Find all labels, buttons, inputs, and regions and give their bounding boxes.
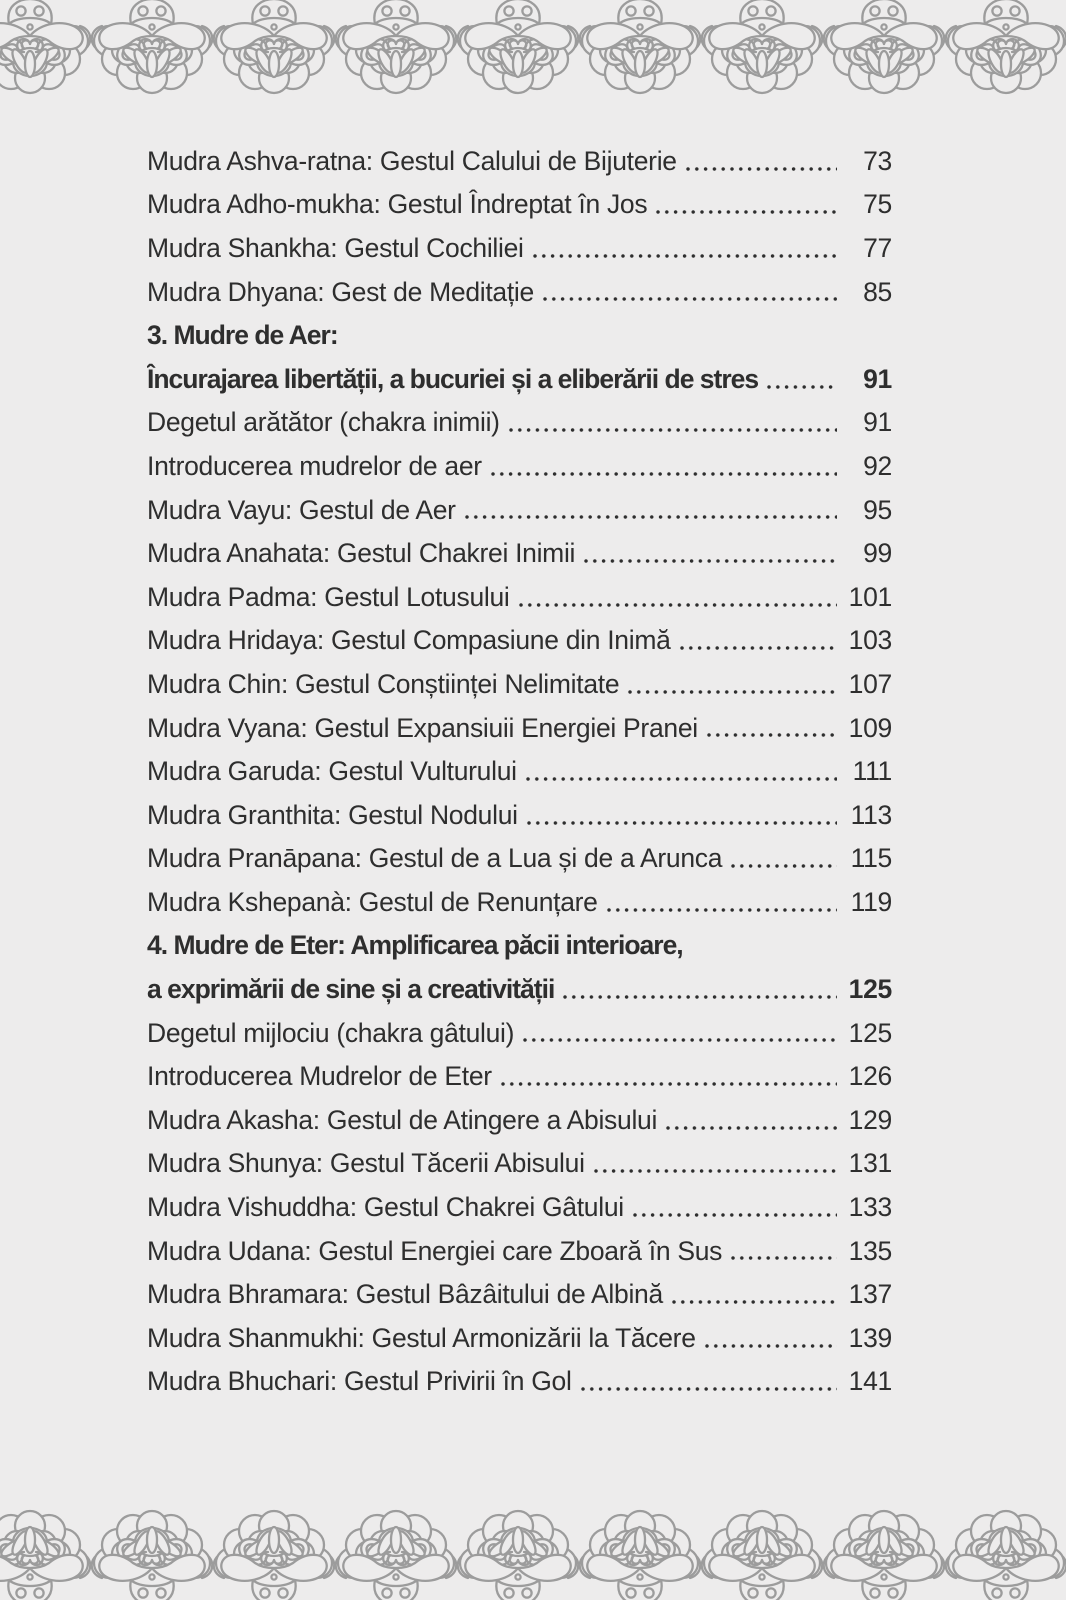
toc-row [147, 832, 892, 876]
toc-entry-label: Mudra Vyana: Gestul Expansiuii Energiei Pranei [147, 712, 698, 743]
dot-leader [626, 689, 837, 695]
dot-leader [684, 166, 837, 172]
toc-entry-label: Degetul mijlociu (chakra gâtului) [147, 1017, 515, 1048]
dot-leader [525, 820, 837, 826]
toc-page-number: 129 [848, 1104, 892, 1135]
toc-row [147, 265, 892, 309]
toc-entry-label: Mudra Ashva-ratna: Gestul Calului de Bijuterie [147, 145, 677, 176]
dot-leader [582, 558, 837, 564]
toc-entry-label: Mudra Padma: Gestul Lotusului [147, 581, 510, 612]
toc-entry-label: Mudra Granthita: Gestul Nodului [147, 799, 518, 830]
dot-leader [605, 907, 837, 913]
medallion-ornament [824, 0, 945, 93]
toc-row [147, 1006, 892, 1050]
dot-leader [579, 1386, 837, 1392]
medallion-ornament [214, 1511, 335, 1600]
toc-entry-label: Mudra Adho-mukha: Gestul Îndreptat în Jos [147, 189, 648, 220]
toc-row [147, 701, 892, 745]
toc-row [147, 1224, 892, 1268]
toc-page-number: 125 [848, 974, 892, 1005]
toc-row [147, 1093, 892, 1137]
toc-page-number: 92 [863, 450, 892, 481]
dot-leader [531, 253, 837, 259]
toc-page-number: 99 [863, 538, 892, 569]
medallion-ornament [0, 0, 90, 93]
toc-entry-label: Mudra Shunya: Gestul Tăcerii Abisului [147, 1148, 585, 1179]
toc-row [147, 1267, 892, 1311]
medallion-ornament [92, 0, 213, 93]
medallion-ornament [214, 0, 335, 93]
toc-row [147, 352, 892, 396]
medallion-ornament [0, 1511, 90, 1600]
dot-leader [561, 994, 837, 1000]
toc-page-number: 125 [848, 1017, 892, 1048]
toc-entry-label: Mudra Chin: Gestul Conștiinței Nelimitate [147, 668, 620, 699]
toc-page-number: 107 [848, 668, 892, 699]
dot-leader [705, 732, 837, 738]
toc-entry-label: Mudra Bhuchari: Gestul Privirii în Gol [147, 1366, 572, 1397]
toc-page-number: 133 [848, 1192, 892, 1223]
medallion-ornament [702, 0, 823, 93]
toc-row [147, 1049, 892, 1093]
toc-row [147, 526, 892, 570]
toc-row [147, 1355, 892, 1399]
toc-entry-label: Mudra Shanmukhi: Gestul Armonizării la Tăcere [147, 1322, 696, 1353]
ornamental-border-top [0, 0, 1066, 96]
toc-entry-label: Mudra Udana: Gestul Energiei care Zboară în Sus [147, 1235, 723, 1266]
dot-leader [592, 1168, 837, 1174]
toc-row [147, 221, 892, 265]
dot-leader [729, 863, 837, 869]
toc-page-number: 115 [850, 843, 892, 874]
dot-leader [521, 1037, 837, 1043]
toc-entry-label: Mudra Garuda: Gestul Vulturului [147, 756, 517, 787]
toc-entry-label: Introducerea Mudrelor de Eter [147, 1061, 492, 1092]
medallion-ornament [92, 1511, 213, 1600]
dot-leader [541, 296, 837, 302]
toc-page-number: 101 [848, 581, 892, 612]
toc-page-number: 91 [863, 407, 892, 438]
toc-entry-label: Mudra Hridaya: Gestul Compasiune din Inimă [147, 625, 671, 656]
toc-row [147, 614, 892, 658]
dot-leader [654, 209, 837, 215]
toc-row [147, 483, 892, 527]
toc-list [147, 134, 892, 1398]
toc-page-number: 141 [848, 1366, 892, 1397]
toc-page-number: 137 [848, 1279, 892, 1310]
toc-entry-label: Mudra Dhyana: Gest de Meditație [147, 276, 534, 307]
toc-entry-label: a exprimării de sine și a creativității [147, 974, 555, 1005]
toc-page-number: 103 [848, 625, 892, 656]
toc-page-number: 75 [863, 189, 892, 220]
toc-row [147, 439, 892, 483]
medallion-ornament [824, 1511, 945, 1600]
medallion-ornament [580, 1511, 701, 1600]
dot-leader [765, 384, 837, 390]
toc-page-number: 139 [848, 1322, 892, 1353]
dot-leader [670, 1299, 837, 1305]
toc-row [147, 134, 892, 178]
dot-leader [631, 1212, 837, 1218]
toc-entry-label: Mudra Pranāpana: Gestul de a Lua și de a Arunca [147, 843, 723, 874]
toc-entry-label: Mudra Anahata: Gestul Chakrei Inimii [147, 538, 576, 569]
dot-leader [678, 645, 837, 651]
toc-page-number: 77 [863, 232, 892, 263]
dot-leader [489, 471, 837, 477]
toc-entry-label: Mudra Kshepanà: Gestul de Renunțare [147, 886, 598, 917]
toc-page-number: 126 [848, 1061, 892, 1092]
dot-leader [524, 776, 837, 782]
toc-page-number: 109 [848, 712, 892, 743]
toc-entry-label: 4. Mudre de Eter: Amplificarea păcii interioare, [147, 930, 683, 961]
toc-entry-label: Încurajarea libertății, a bucuriei și a eliberării de stres [147, 363, 759, 394]
medallion-ornament [458, 1511, 579, 1600]
toc-page-number: 91 [863, 363, 892, 394]
ornamental-border-bottom [0, 1478, 1066, 1600]
toc-entry-label: Mudra Vayu: Gestul de Aer [147, 494, 456, 525]
dot-leader [703, 1343, 837, 1349]
toc-row [147, 1311, 892, 1355]
toc-row [147, 1137, 892, 1181]
toc-row [147, 657, 892, 701]
medallion-ornament [336, 1511, 457, 1600]
toc-page-number: 113 [850, 799, 892, 830]
toc-page-number: 131 [848, 1148, 892, 1179]
medallion-ornament [336, 0, 457, 93]
toc-row [147, 308, 892, 352]
dot-leader [499, 1081, 837, 1087]
toc-row [147, 396, 892, 440]
toc-entry-label: Introducerea mudrelor de aer [147, 450, 482, 481]
toc-page-number: 73 [863, 145, 892, 176]
toc-row [147, 744, 892, 788]
toc-page-number: 119 [850, 886, 892, 917]
toc-row [147, 788, 892, 832]
toc-row [147, 1180, 892, 1224]
toc-entry-label: Mudra Akasha: Gestul de Atingere a Abisului [147, 1104, 658, 1135]
dot-leader [729, 1255, 837, 1261]
medallion-ornament [458, 0, 579, 93]
toc-page-number: 135 [848, 1235, 892, 1266]
medallion-ornament [702, 1511, 823, 1600]
medallion-ornament [946, 0, 1066, 93]
toc-page-number: 85 [863, 276, 892, 307]
dot-leader [507, 427, 837, 433]
toc-page-number: 111 [852, 756, 892, 787]
toc-row [147, 570, 892, 614]
toc-page-number: 95 [863, 494, 892, 525]
medallion-ornament [946, 1511, 1066, 1600]
toc-entry-label: Mudra Shankha: Gestul Cochiliei [147, 232, 524, 263]
toc-row [147, 919, 892, 963]
toc-row [147, 875, 892, 919]
toc-entry-label: Mudra Bhramara: Gestul Bâzâitului de Albină [147, 1279, 663, 1310]
toc-entry-label: 3. Mudre de Aer: [147, 320, 338, 351]
toc-row [147, 178, 892, 222]
toc-entry-label: Degetul arătător (chakra inimii) [147, 407, 500, 438]
toc-entry-label: Mudra Vishuddha: Gestul Chakrei Gâtului [147, 1192, 624, 1223]
toc-row [147, 962, 892, 1006]
medallion-ornament [580, 0, 701, 93]
dot-leader [463, 514, 837, 520]
dot-leader [664, 1125, 837, 1131]
dot-leader [517, 602, 838, 608]
